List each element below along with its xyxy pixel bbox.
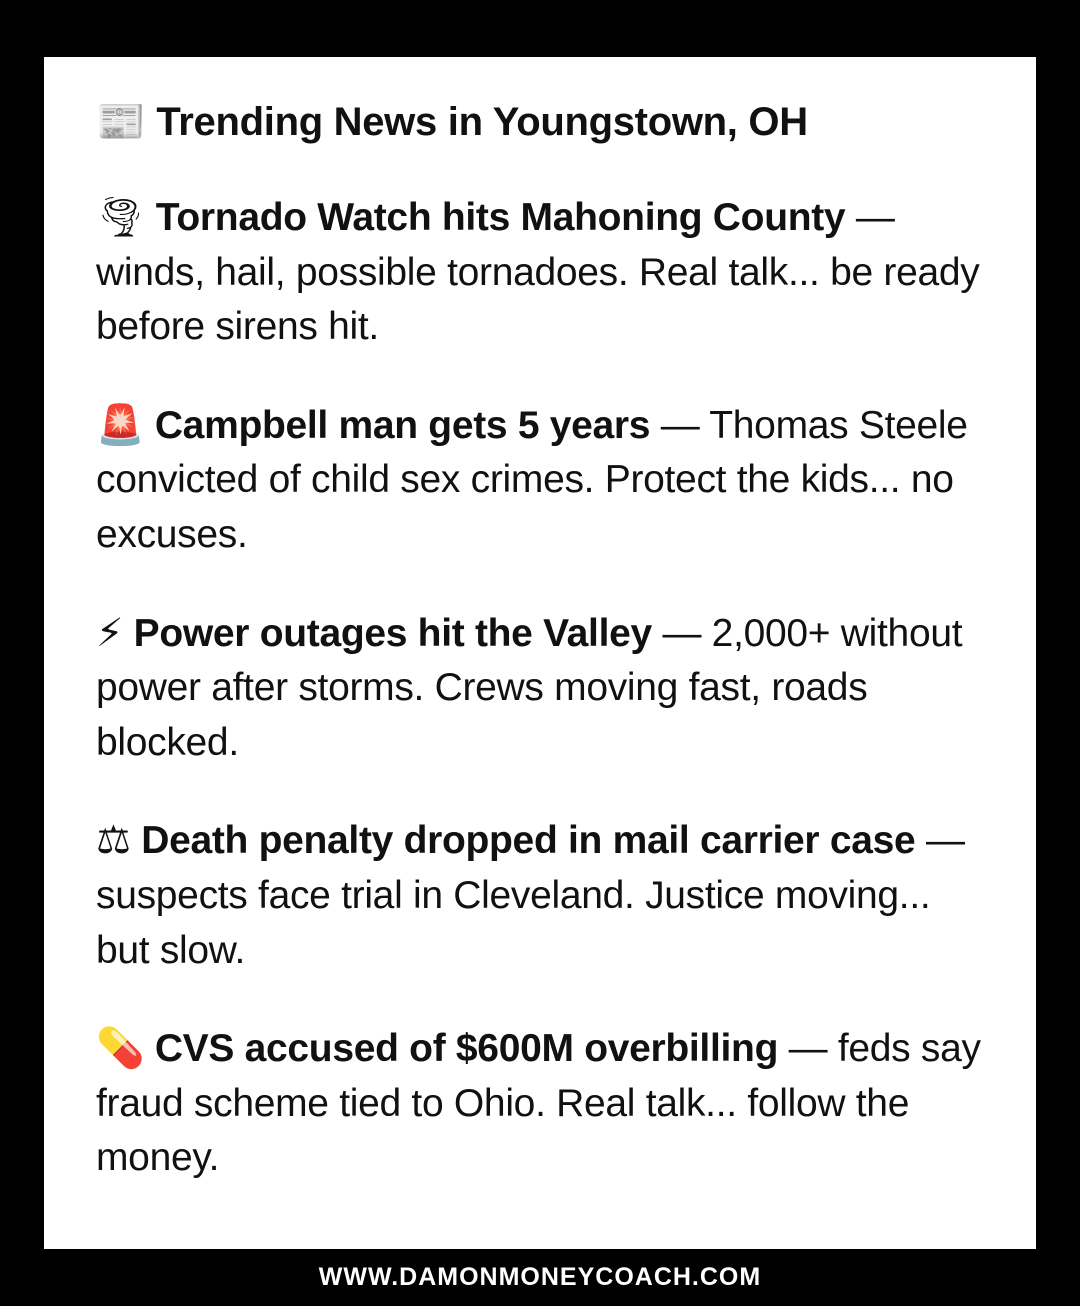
scales-of-justice-icon: ⚖ [96,818,131,864]
footer-bar [0,1249,1080,1306]
pill-icon: 💊 [96,1026,145,1072]
news-item [96,399,984,563]
news-item-body: — 2,000+ without power after storms. Crews moving fast, roads blocked. [96,611,963,764]
news-item-body: — Thomas Steele convicted of child sex crimes. Protect the kids... no excuses. [96,403,968,556]
news-item-headline: Power outages hit the Valley [133,611,652,655]
news-item [96,814,984,978]
newspaper-icon: 📰 [96,99,146,145]
news-item-headline: CVS accused of $600M overbilling [154,1027,779,1071]
news-item-body: — feds say fraud scheme tied to Ohio. Real talk... follow the money. [96,1027,981,1180]
siren-icon: 🚨 [96,402,145,448]
news-item [96,607,984,771]
news-item [96,1022,984,1186]
news-card [44,57,1036,1249]
tornado-icon: 🌪 [96,195,146,240]
news-item-headline: Tornado Watch hits Mahoning County [155,196,846,239]
news-item-headline: Death penalty dropped in mail carrier case [141,819,916,863]
news-item-body: — winds, hail, possible tornadoes. Real talk... be ready before sirens hit. [96,196,980,349]
news-item [96,191,984,355]
news-item-body: — suspects face trial in Cleveland. Justice moving... but slow. [96,819,965,972]
page-title [96,97,984,147]
website-url: WWW.DAMONMONEYCOACH.COM [318,1263,762,1291]
lightning-bolt-icon: ⚡ [96,610,124,656]
news-item-headline: Campbell man gets 5 years [154,403,651,447]
page-title-text: Trending News in Youngstown, OH [156,100,808,144]
